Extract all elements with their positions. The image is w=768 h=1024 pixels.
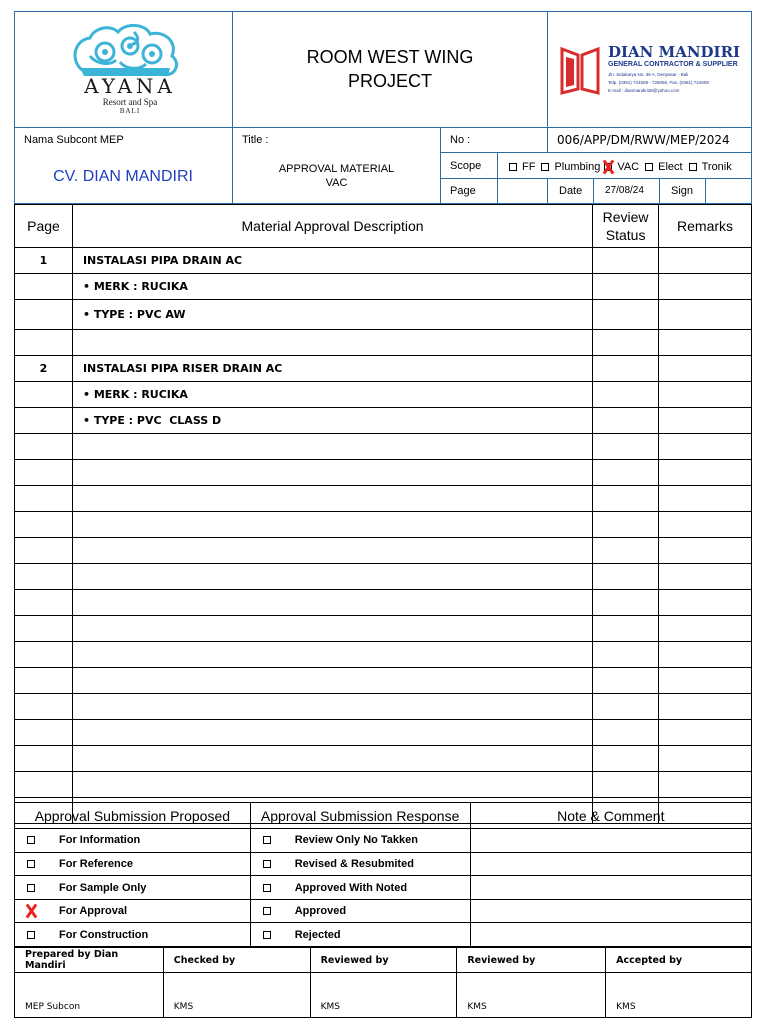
proposed-checkbox[interactable]: [27, 860, 35, 868]
row-page: [15, 642, 73, 668]
row-page: 1: [15, 248, 73, 274]
row-page: [15, 434, 73, 460]
row-page: [15, 274, 73, 300]
row-remarks[interactable]: [659, 538, 752, 564]
signature-name[interactable]: KMS: [163, 973, 310, 1018]
table-row: [15, 408, 752, 434]
contractor-address: Jln. Sidakarya No. 38 A, Denpasar - Bali: [608, 72, 689, 77]
bullet-icon: •: [82, 414, 94, 427]
note-header: Note & Comment: [470, 803, 751, 829]
row-description: [72, 382, 592, 408]
response-option-label: Approved: [294, 905, 347, 918]
scope-ff-label: FF: [522, 161, 536, 173]
table-row: [15, 746, 752, 772]
signature-section: [14, 947, 752, 1018]
proposed-option-label: For Sample Only: [59, 881, 147, 894]
row-review-status[interactable]: [593, 668, 659, 694]
contractor-email: E-mail : dianmandiri38@yahoo.com: [608, 88, 680, 93]
sign-label: Sign: [671, 185, 694, 197]
response-option-label: Revised & Resubmited: [294, 857, 414, 870]
row-review-status[interactable]: [593, 564, 659, 590]
project-title: [233, 11, 547, 127]
ayana-ornament-icon: [60, 20, 200, 80]
row-page: [15, 746, 73, 772]
approval-row: [15, 876, 752, 900]
row-remarks[interactable]: [659, 330, 752, 356]
subcont-label: Nama Subcont MEP: [24, 134, 124, 146]
no-label: No :: [450, 134, 471, 146]
table-row: [15, 486, 752, 512]
row-description: [72, 356, 592, 382]
row-description: [72, 642, 592, 668]
table-row: [15, 274, 752, 300]
row-description-text: MERK : RUCIKA: [93, 280, 188, 293]
row-page: [15, 668, 73, 694]
header-review-line1: Review: [602, 209, 649, 225]
signature-name[interactable]: KMS: [606, 973, 752, 1018]
divider: [497, 152, 498, 204]
bullet-icon: •: [82, 388, 94, 401]
proposed-option[interactable]: [15, 899, 251, 923]
response-option-label: Review Only No Takken: [294, 834, 419, 847]
signature-name[interactable]: MEP Subcon: [15, 973, 164, 1018]
project-title-line2: PROJECT: [347, 71, 432, 91]
row-remarks[interactable]: [659, 590, 752, 616]
contractor-name: DIAN MANDIRI: [608, 43, 741, 61]
row-review-status[interactable]: [593, 356, 659, 382]
proposed-checkbox[interactable]: [27, 884, 35, 892]
scope-tronik-checkbox[interactable]: [689, 163, 697, 171]
row-page: [15, 772, 73, 798]
row-review-status[interactable]: [593, 408, 659, 434]
approval-row: [15, 829, 752, 853]
row-description: [72, 772, 592, 798]
table-row: [15, 616, 752, 642]
row-page: [15, 300, 73, 330]
scope-ff-checkbox[interactable]: [509, 163, 517, 171]
row-description-text: INSTALASI PIPA DRAIN AC: [82, 254, 243, 267]
response-option[interactable]: [250, 923, 470, 947]
divider: [547, 127, 548, 153]
row-description-text: TYPE : PVC CLASS D: [93, 414, 222, 427]
row-page: [15, 486, 73, 512]
row-remarks[interactable]: [659, 356, 752, 382]
row-page: [15, 538, 73, 564]
ayana-tagline: Resort and Spa: [102, 97, 158, 107]
row-review-status[interactable]: [593, 274, 659, 300]
row-remarks[interactable]: [659, 408, 752, 434]
divider: [593, 178, 594, 204]
no-value: 006/APP/DM/RWW/MEP/2024: [557, 133, 730, 147]
checked-x-icon: [602, 160, 614, 174]
header-review-status: [593, 205, 659, 248]
row-remarks[interactable]: [659, 300, 752, 330]
row-review-status[interactable]: [593, 642, 659, 668]
approval-row: [15, 852, 752, 876]
row-description: [72, 564, 592, 590]
row-description: [72, 330, 592, 356]
signature-title: Accepted by: [606, 948, 752, 973]
row-remarks[interactable]: [659, 772, 752, 798]
row-description: [72, 274, 592, 300]
divider: [705, 178, 706, 204]
header-review-line2: Status: [605, 227, 646, 243]
signature-title: Reviewed by: [310, 948, 457, 973]
row-review-status[interactable]: [593, 538, 659, 564]
scope-plumbing-label: Plumbing: [554, 161, 601, 173]
scope-options: [509, 156, 732, 178]
row-review-status[interactable]: [593, 720, 659, 746]
dian-mandiri-logo: [548, 11, 752, 127]
row-review-status[interactable]: [593, 616, 659, 642]
bullet-icon: •: [82, 308, 94, 321]
signature-name[interactable]: KMS: [310, 973, 457, 1018]
table-row: [15, 248, 752, 274]
scope-label: Scope: [450, 160, 482, 172]
response-header: Approval Submission Response: [250, 803, 470, 829]
table-row: [15, 720, 752, 746]
table-row: [15, 564, 752, 590]
date-label: Date: [559, 185, 583, 197]
proposed-option-label: For Approval: [59, 905, 128, 918]
row-description: [72, 590, 592, 616]
row-review-status[interactable]: [593, 512, 659, 538]
proposed-option-label: For Construction: [59, 928, 149, 941]
row-description: [72, 668, 592, 694]
contractor-subtitle: GENERAL CONTRACTOR & SUPPLIER: [608, 61, 738, 68]
scope-elect-checkbox[interactable]: [645, 163, 653, 171]
signature-title: Prepared by Dian Mandiri: [15, 948, 164, 973]
row-review-status[interactable]: [593, 694, 659, 720]
response-checkbox[interactable]: [263, 931, 271, 939]
response-checkbox[interactable]: [263, 884, 271, 892]
material-table: [14, 204, 752, 824]
scope-plumbing-checkbox[interactable]: [541, 163, 549, 171]
proposed-option[interactable]: [15, 829, 251, 853]
row-description: [72, 300, 592, 330]
row-review-status[interactable]: [593, 486, 659, 512]
row-page: [15, 694, 73, 720]
response-option[interactable]: [250, 829, 470, 853]
row-description: [72, 720, 592, 746]
note-comment-cell[interactable]: [470, 923, 751, 947]
row-description: [72, 486, 592, 512]
proposed-option[interactable]: [15, 876, 251, 900]
row-remarks[interactable]: [659, 720, 752, 746]
title-value-line2: VAC: [325, 177, 348, 189]
response-option[interactable]: [250, 852, 470, 876]
divider: [14, 127, 752, 128]
row-remarks[interactable]: [659, 274, 752, 300]
table-row: [15, 668, 752, 694]
response-option[interactable]: [250, 876, 470, 900]
row-page: [15, 720, 73, 746]
row-page: 2: [15, 356, 73, 382]
response-option-label: Approved With Noted: [294, 881, 408, 894]
row-description-text: TYPE : PVC AW: [93, 308, 186, 321]
date-value: 27/08/24: [605, 185, 644, 196]
row-remarks[interactable]: [659, 694, 752, 720]
title-label: Title :: [242, 134, 269, 146]
row-review-status[interactable]: [593, 434, 659, 460]
title-value-line1: APPROVAL MATERIAL: [278, 163, 395, 175]
table-row: [15, 434, 752, 460]
table-row: [15, 300, 752, 330]
proposed-checkbox[interactable]: [27, 931, 35, 939]
project-title-line1: ROOM WEST WING: [306, 47, 474, 67]
scope-vac-label: VAC: [617, 161, 640, 173]
row-review-status[interactable]: [593, 248, 659, 274]
row-description: [72, 538, 592, 564]
row-remarks[interactable]: [659, 382, 752, 408]
table-row: [15, 460, 752, 486]
row-page: [15, 616, 73, 642]
note-comment-cell[interactable]: [470, 899, 751, 923]
row-description: [72, 460, 592, 486]
door-logo-icon: [560, 45, 600, 95]
proposed-option-label: For Information: [59, 834, 141, 847]
proposed-header: Approval Submission Proposed: [15, 803, 251, 829]
row-review-status[interactable]: [593, 590, 659, 616]
row-description: [72, 694, 592, 720]
row-remarks[interactable]: [659, 486, 752, 512]
response-checkbox[interactable]: [263, 907, 271, 915]
scope-tronik-label: Tronik: [701, 161, 732, 173]
ayana-location: BALI: [119, 107, 141, 115]
note-comment-cell[interactable]: [470, 852, 751, 876]
row-remarks[interactable]: [659, 434, 752, 460]
checked-x-icon[interactable]: [25, 904, 37, 918]
row-description: [72, 616, 592, 642]
table-row: [15, 642, 752, 668]
row-page: [15, 330, 73, 356]
scope-vac-checkbox[interactable]: [604, 163, 612, 171]
row-page: [15, 512, 73, 538]
contractor-phone: Telp. (0361) 724508 - 726066, Fax. (0361) 724509: [608, 80, 709, 85]
row-remarks[interactable]: [659, 668, 752, 694]
row-remarks[interactable]: [659, 248, 752, 274]
row-review-status[interactable]: [593, 772, 659, 798]
row-remarks[interactable]: [659, 460, 752, 486]
row-remarks[interactable]: [659, 746, 752, 772]
table-row: [15, 694, 752, 720]
row-description: [72, 248, 592, 274]
response-option[interactable]: [250, 899, 470, 923]
row-description: [72, 512, 592, 538]
row-description-text: MERK : RUCIKA: [93, 388, 188, 401]
row-page: [15, 564, 73, 590]
row-review-status[interactable]: [593, 382, 659, 408]
row-page: [15, 460, 73, 486]
divider: [440, 127, 441, 204]
proposed-option[interactable]: [15, 852, 251, 876]
proposed-option[interactable]: [15, 923, 251, 947]
divider: [440, 152, 752, 153]
scope-elect-label: Elect: [658, 161, 683, 173]
row-description-text: INSTALASI PIPA RISER DRAIN AC: [82, 362, 283, 375]
response-checkbox[interactable]: [263, 836, 271, 844]
bullet-icon: •: [82, 280, 94, 293]
row-description: [72, 408, 592, 434]
ayana-logo: [60, 20, 200, 120]
table-row: [15, 512, 752, 538]
row-remarks[interactable]: [659, 642, 752, 668]
table-row: [15, 538, 752, 564]
row-remarks[interactable]: [659, 512, 752, 538]
row-page: [15, 382, 73, 408]
approval-row: [15, 899, 752, 923]
proposed-option-label: For Reference: [59, 857, 133, 870]
row-review-status[interactable]: [593, 746, 659, 772]
header-remarks: Remarks: [659, 205, 752, 248]
row-description: [72, 434, 592, 460]
header-description: Material Approval Description: [72, 205, 592, 248]
title-value: [233, 162, 440, 190]
response-checkbox[interactable]: [263, 860, 271, 868]
table-row: [15, 382, 752, 408]
row-review-status[interactable]: [593, 330, 659, 356]
table-row: [15, 330, 752, 356]
proposed-checkbox[interactable]: [27, 836, 35, 844]
row-remarks[interactable]: [659, 564, 752, 590]
row-review-status[interactable]: [593, 460, 659, 486]
row-page: [15, 590, 73, 616]
row-review-status[interactable]: [593, 300, 659, 330]
header-page: Page: [15, 205, 73, 248]
approval-section: [14, 802, 752, 947]
signature-name[interactable]: KMS: [457, 973, 606, 1018]
subcont-value: CV. DIAN MANDIRI: [53, 168, 193, 185]
row-page: [15, 408, 73, 434]
divider: [659, 178, 660, 204]
page-label: Page: [450, 185, 476, 197]
note-comment-cell[interactable]: [470, 876, 751, 900]
divider: [547, 178, 548, 204]
approval-row: [15, 923, 752, 947]
table-row: [15, 356, 752, 382]
table-row: [15, 772, 752, 798]
note-comment-cell[interactable]: [470, 829, 751, 853]
response-option-label: Rejected: [294, 928, 341, 941]
signature-title: Checked by: [163, 948, 310, 973]
table-row: [15, 590, 752, 616]
row-description: [72, 746, 592, 772]
ayana-name: AYANA: [84, 74, 176, 98]
signature-title: Reviewed by: [457, 948, 606, 973]
row-remarks[interactable]: [659, 616, 752, 642]
